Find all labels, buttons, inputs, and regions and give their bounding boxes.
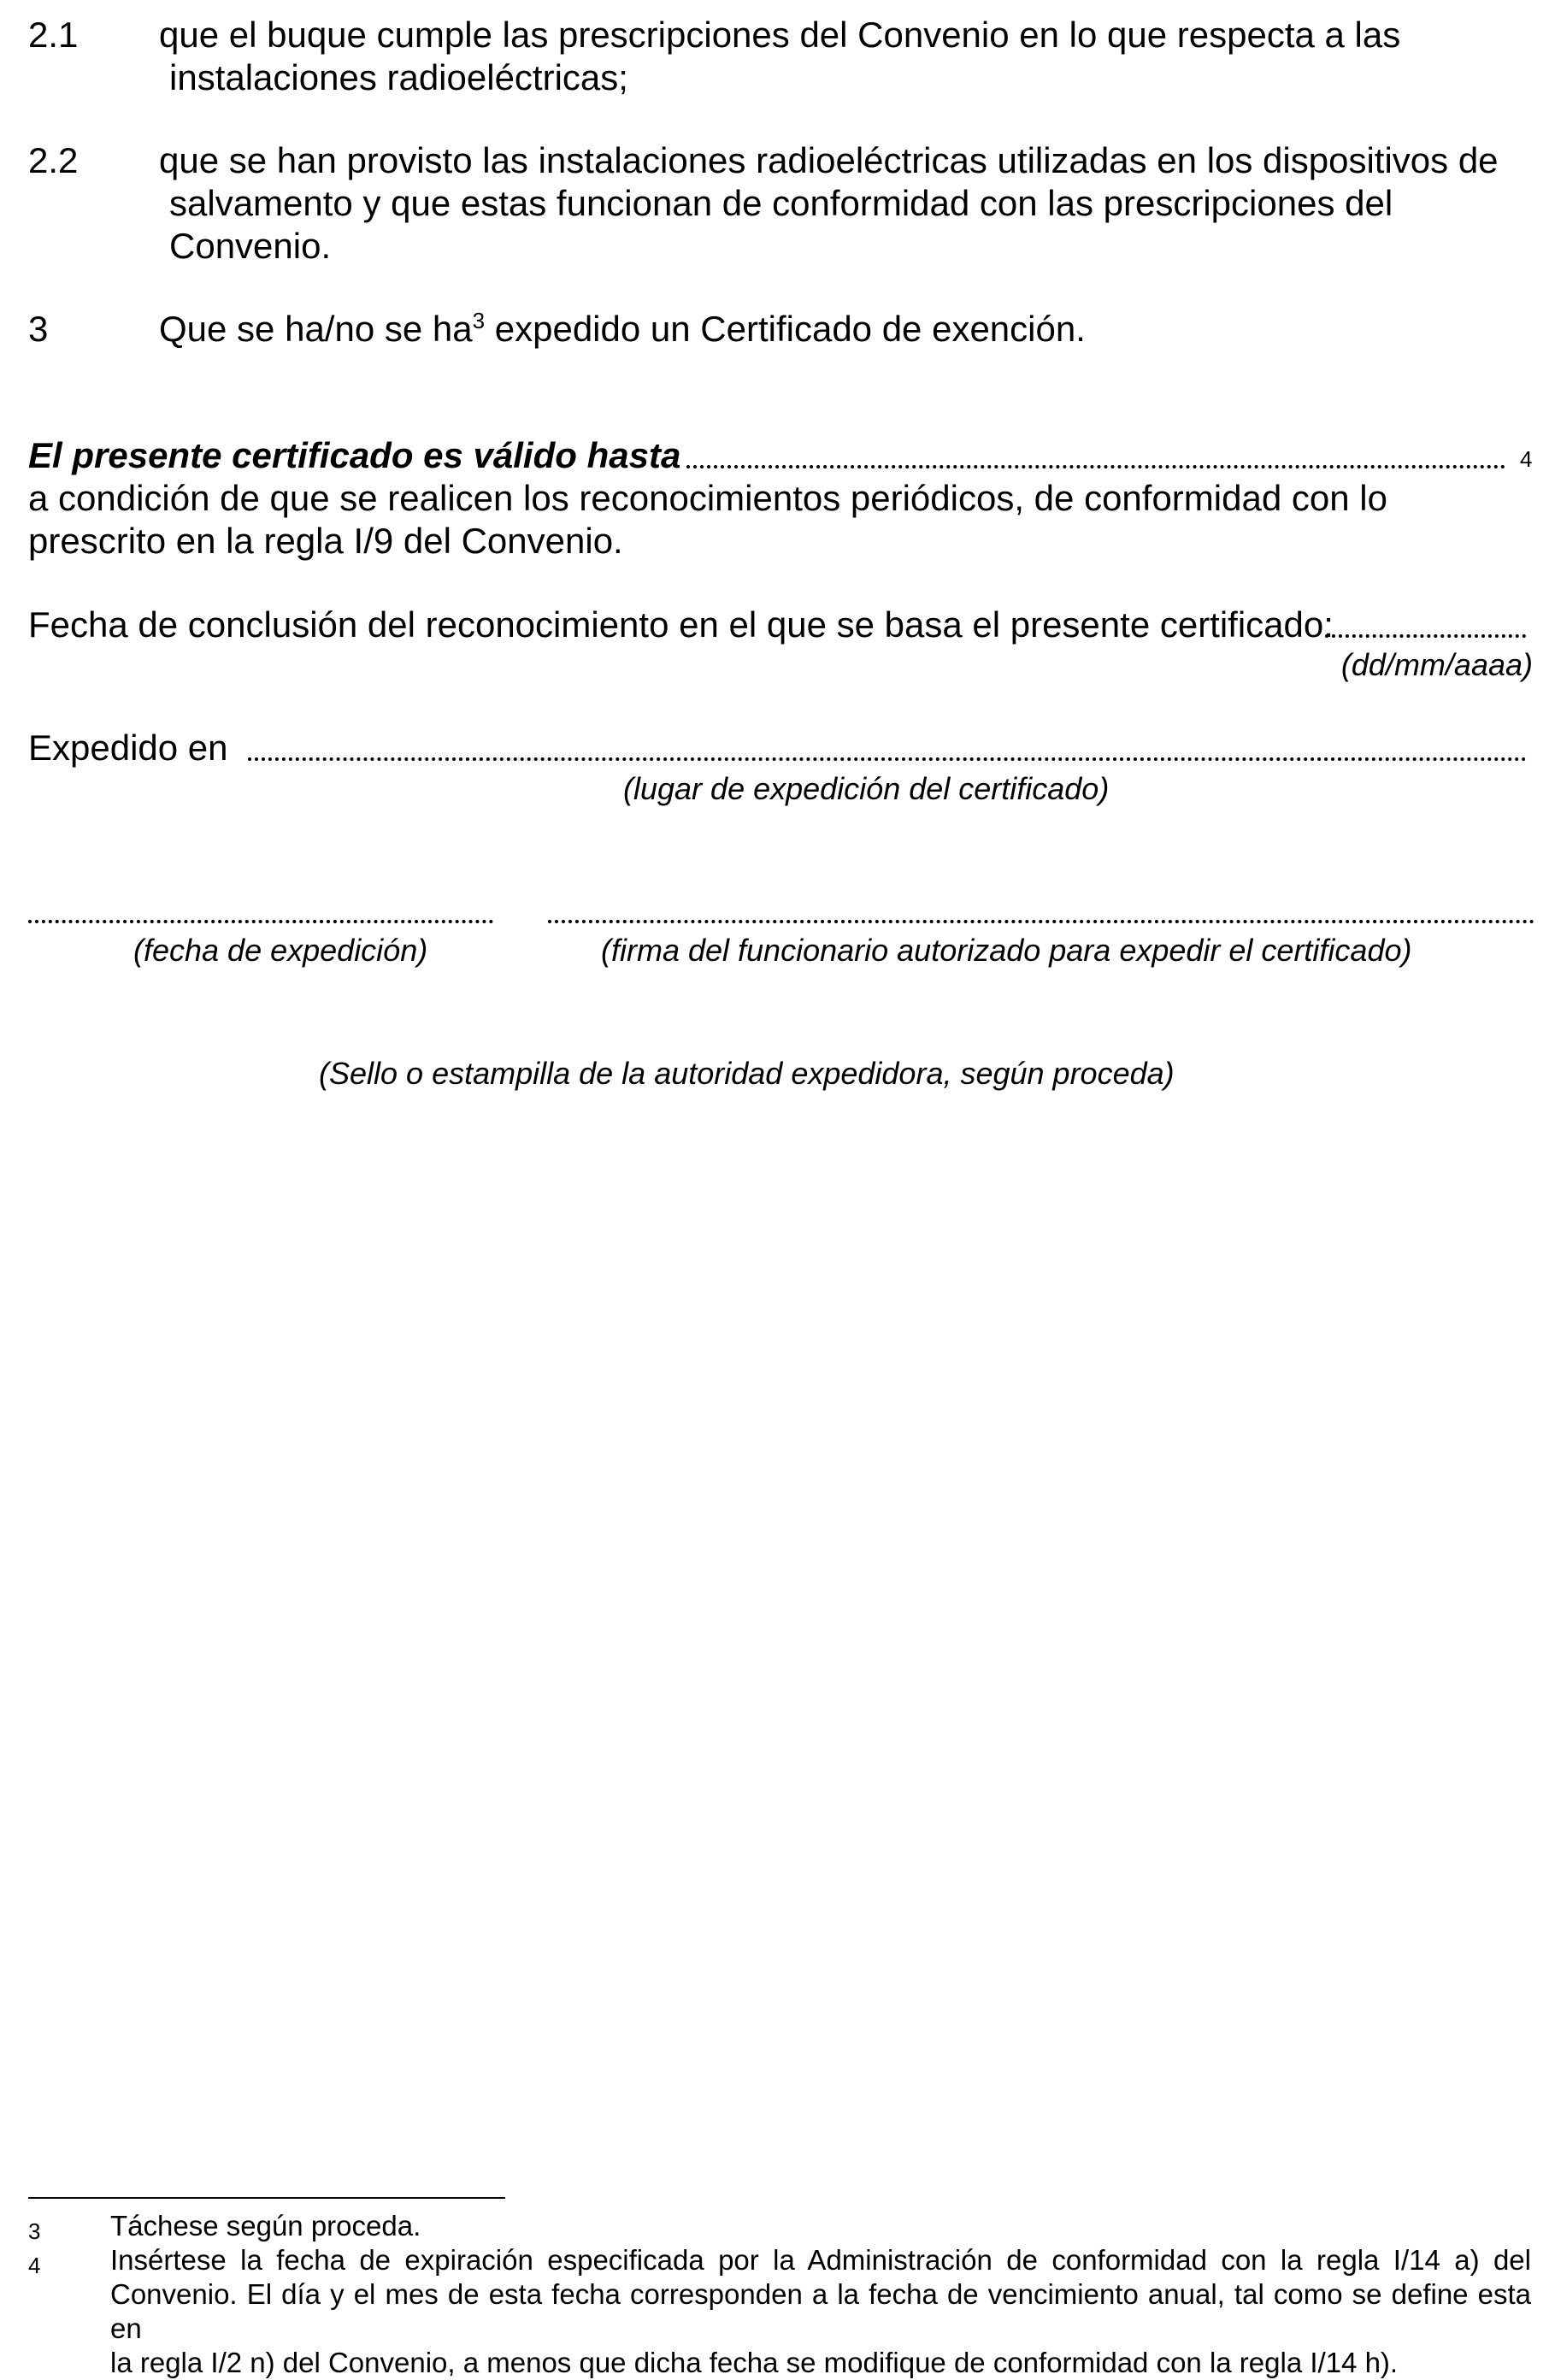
footnote-number: 4 [28,2253,41,2278]
item-text-line: salvamento y que estas funcionan de conformidad con las prescripciones del [169,183,1393,223]
footnote-line: la regla I/2 n) del Convenio, a menos que dicha fecha se modifique de conformidad con la regla I/14 h). [110,2347,1399,2378]
completion-date-field[interactable] [1325,634,1526,638]
footnote-line: Insértese la fecha de expiración especificada por la Administración de conformidad con la regla I/14 a) del [110,2244,1531,2276]
item-text-line: Convenio. [169,226,332,266]
footnote-line: Convenio. El día y el mes de esta fecha corresponden a la fecha de vencimiento anual, tal como se define esta en [110,2278,1531,2344]
validity-date-field[interactable] [686,465,1505,468]
exemption-text: Que se ha/no se ha [159,309,473,349]
item-text-line: instalaciones radioeléctricas; [169,57,628,97]
footnote-ref-4: 4 [1520,446,1533,472]
footnote-separator [28,2197,505,2199]
item-text-line: que el buque cumple las prescripciones del Convenio en lo que respecta a las [159,15,1401,55]
item-text-line: que se han provisto las instalaciones radioeléctricas utilizadas en los dispositivos de [159,140,1499,180]
footnote-ref-3: 3 [472,308,486,333]
validity-condition-line: prescrito en la regla I/9 del Convenio. [28,521,623,561]
issued-at-label: Expedido en [28,728,228,768]
footnote-number: 3 [28,2218,41,2244]
seal-hint: (Sello o estampilla de la autoridad expedidora, según proceda) [319,1056,1175,1091]
validity-condition-line: a condición de que se realicen los reconocimientos periódicos, de conformidad con lo [28,478,1387,518]
completion-date-label: Fecha de conclusión del reconocimiento en el que se basa el presente certificado: [28,604,1334,645]
footnote-text: Táchese según proceda. [110,2210,421,2242]
issued-at-field[interactable] [248,757,1527,761]
official-signature-hint: (firma del funcionario autorizado para expedir el certificado) [601,933,1412,968]
validity-label: El presente certificado es válido hasta [28,435,681,475]
item-number: 2.2 [28,140,79,180]
completion-date-hint: (dd/mm/aaaa) [1340,647,1533,682]
issue-date-hint: (fecha de expedición) [133,933,428,968]
exemption-text-end: expedido un Certificado de exención. [485,309,1086,349]
item-number: 2.1 [28,15,79,55]
exemption-statement [159,308,1086,351]
footnote-text [110,2243,1531,2380]
official-signature-field[interactable] [548,920,1534,923]
issued-at-hint: (lugar de expedición del certificado) [623,771,1110,806]
issue-date-field[interactable] [28,920,493,923]
item-number: 3 [28,309,49,349]
